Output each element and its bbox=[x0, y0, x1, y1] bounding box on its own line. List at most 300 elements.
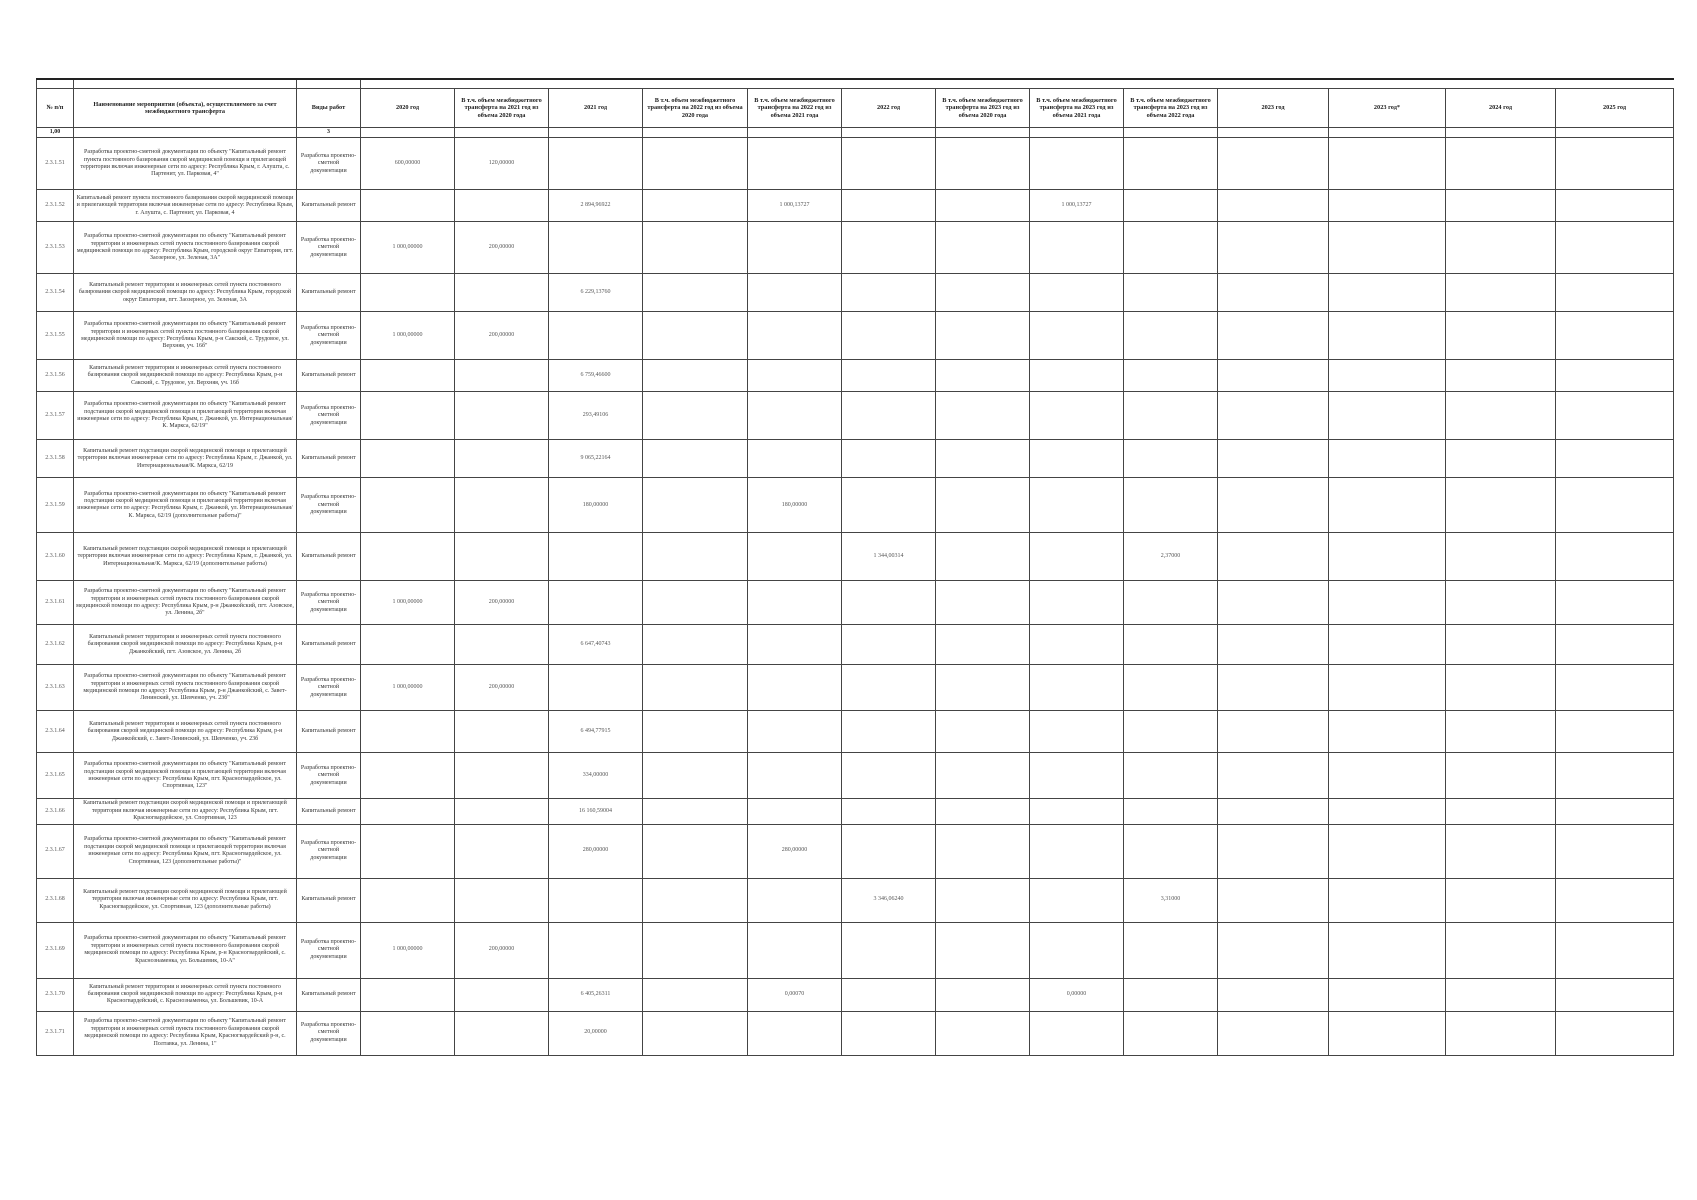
row-value bbox=[842, 922, 936, 978]
row-value bbox=[1030, 360, 1124, 392]
row-value: 180,00000 bbox=[549, 478, 643, 533]
row-value bbox=[1030, 922, 1124, 978]
row-value bbox=[842, 360, 936, 392]
table-row bbox=[37, 392, 1674, 440]
header-year: В т.ч. объем межбюджетного трансферта на 2023 год из объема 2020 года bbox=[936, 89, 1030, 128]
header-year: В т.ч. объем межбюджетного трансферта на 2023 год из объема 2021 года bbox=[1030, 89, 1124, 128]
row-value bbox=[1030, 478, 1124, 533]
header-year: В т.ч. объем межбюджетного трансферта на 2023 год из объема 2022 года bbox=[1124, 89, 1218, 128]
row-value bbox=[1446, 533, 1556, 581]
row-value bbox=[1030, 440, 1124, 478]
row-value bbox=[1556, 392, 1674, 440]
row-value bbox=[361, 190, 455, 222]
row-value bbox=[1329, 922, 1446, 978]
row-value: 1 344,00314 bbox=[842, 533, 936, 581]
row-value bbox=[643, 222, 748, 274]
row-name: Капитальный ремонт территории и инженерных сетей пункта постоянного базирования скорой медицинской помощи по адресу: Республика Крым, р-н Красногвардейский, с. Краснознаменка, ул. Большевик, 10-А bbox=[74, 978, 297, 1011]
row-value bbox=[1218, 440, 1329, 478]
row-number: 2.3.1.53 bbox=[37, 222, 74, 274]
row-value bbox=[643, 312, 748, 360]
row-value bbox=[643, 533, 748, 581]
row-value bbox=[361, 711, 455, 753]
row-value: 200,00000 bbox=[455, 922, 549, 978]
row-value bbox=[643, 190, 748, 222]
row-value bbox=[842, 222, 936, 274]
row-value bbox=[1124, 665, 1218, 711]
table-row bbox=[37, 753, 1674, 799]
row-value bbox=[549, 138, 643, 190]
row-value bbox=[1218, 753, 1329, 799]
row-name: Разработка проектно-сметной документации по объекту "Капитальный ремонт территории и инженерных сетей пункта постоянного базирования скорой медицинской помощи по адресу: Республика Крым, Красногвардейский р-н, с. Полтавка, ул. Ленина, 1" bbox=[74, 1011, 297, 1055]
row-value bbox=[1218, 878, 1329, 922]
row-value bbox=[1124, 581, 1218, 625]
row-value bbox=[1446, 190, 1556, 222]
row-value bbox=[748, 878, 842, 922]
row-name: Разработка проектно-сметной документации по объекту "Капитальный ремонт подстанции скорой медицинской помощи и прилегающей территории включая инженерные сети по адресу: Республика Крым, г. Джанкой, ул. Интернациональная/К. Маркса, 62/19" bbox=[74, 392, 297, 440]
row-value bbox=[549, 665, 643, 711]
row-number: 2.3.1.71 bbox=[37, 1011, 74, 1055]
row-value: 2 894,96922 bbox=[549, 190, 643, 222]
row-value bbox=[643, 824, 748, 878]
header-year: В т.ч. объем межбюджетного трансферта на 2022 год из объема 2021 года bbox=[748, 89, 842, 128]
row-number: 2.3.1.65 bbox=[37, 753, 74, 799]
row-number: 2.3.1.58 bbox=[37, 440, 74, 478]
row-value bbox=[1030, 392, 1124, 440]
row-value: 0,00000 bbox=[1030, 978, 1124, 1011]
table-row bbox=[37, 440, 1674, 478]
row-value: 20,00000 bbox=[549, 1011, 643, 1055]
row-value bbox=[1446, 478, 1556, 533]
row-value bbox=[842, 392, 936, 440]
row-value bbox=[1329, 440, 1446, 478]
row-number: 2.3.1.56 bbox=[37, 360, 74, 392]
row-value bbox=[455, 753, 549, 799]
header-year: 2021 год bbox=[549, 89, 643, 128]
row-value bbox=[1124, 222, 1218, 274]
table-row bbox=[37, 478, 1674, 533]
row-value bbox=[1218, 274, 1329, 312]
row-value bbox=[361, 478, 455, 533]
row-value bbox=[1218, 312, 1329, 360]
row-value bbox=[1446, 581, 1556, 625]
row-name: Капитальный ремонт территории и инженерных сетей пункта постоянного базирования скорой медицинской помощи по адресу: Республика Крым, р-н Джанкойский, пгт. Азовское, ул. Ленина, 2б bbox=[74, 625, 297, 665]
row-value bbox=[1218, 190, 1329, 222]
row-value bbox=[936, 665, 1030, 711]
row-value bbox=[1329, 581, 1446, 625]
row-kind: Капитальный ремонт bbox=[297, 978, 361, 1011]
row-kind: Капитальный ремонт bbox=[297, 190, 361, 222]
row-value bbox=[748, 1011, 842, 1055]
row-value bbox=[361, 533, 455, 581]
row-value bbox=[643, 440, 748, 478]
row-value bbox=[1446, 824, 1556, 878]
row-value: 9 065,22164 bbox=[549, 440, 643, 478]
row-kind: Разработка проектно-сметной документации bbox=[297, 138, 361, 190]
row-value bbox=[1329, 360, 1446, 392]
row-value bbox=[1556, 753, 1674, 799]
row-value bbox=[1446, 440, 1556, 478]
row-value bbox=[1124, 824, 1218, 878]
row-value bbox=[936, 190, 1030, 222]
row-kind: Капитальный ремонт bbox=[297, 625, 361, 665]
row-value: 6 759,46600 bbox=[549, 360, 643, 392]
row-value: 6 229,13760 bbox=[549, 274, 643, 312]
row-name: Разработка проектно-сметной документации по объекту "Капитальный ремонт территории и инженерных сетей пункта постоянного базирования скорой медицинской помощи по адресу: Республика Крым, р-н Красногвардейский, с. Краснознаменка, ул. Большевик, 10-А" bbox=[74, 922, 297, 978]
row-value bbox=[549, 222, 643, 274]
row-value bbox=[1124, 799, 1218, 824]
row-kind: Разработка проектно-сметной документации bbox=[297, 824, 361, 878]
row-value bbox=[842, 138, 936, 190]
row-name: Разработка проектно-сметной документации по объекту "Капитальный ремонт пункта постоянного базирования скорой медицинской помощи и прилегающей территории включая инженерные сети по адресу: Республика Крым, г. Алушта, с. Партенит, ул. Парковая, 4" bbox=[74, 138, 297, 190]
row-value bbox=[748, 312, 842, 360]
row-number: 2.3.1.67 bbox=[37, 824, 74, 878]
row-value bbox=[748, 711, 842, 753]
row-value bbox=[1329, 478, 1446, 533]
row-value bbox=[1446, 625, 1556, 665]
header-year: 2022 год bbox=[842, 89, 936, 128]
row-value bbox=[455, 1011, 549, 1055]
row-value bbox=[643, 978, 748, 1011]
row-value bbox=[1218, 533, 1329, 581]
row-value bbox=[1218, 824, 1329, 878]
row-value bbox=[361, 360, 455, 392]
row-name: Разработка проектно-сметной документации по объекту "Капитальный ремонт территории и инженерных сетей пункта постоянного базирования скорой медицинской помощи по адресу: Республика Крым, р-н Джанкойский, пгт. Азовское, ул. Ленина, 2б" bbox=[74, 581, 297, 625]
row-value bbox=[1124, 312, 1218, 360]
row-value bbox=[936, 138, 1030, 190]
row-value bbox=[455, 533, 549, 581]
row-number: 2.3.1.66 bbox=[37, 799, 74, 824]
row-value bbox=[936, 222, 1030, 274]
row-number: 2.3.1.57 bbox=[37, 392, 74, 440]
table-row bbox=[37, 1011, 1674, 1055]
header-year: 2024 год bbox=[1446, 89, 1556, 128]
row-value: 293,49106 bbox=[549, 392, 643, 440]
row-value bbox=[842, 978, 936, 1011]
row-number: 2.3.1.60 bbox=[37, 533, 74, 581]
row-value bbox=[1556, 711, 1674, 753]
row-number: 2.3.1.51 bbox=[37, 138, 74, 190]
row-value bbox=[936, 312, 1030, 360]
row-value bbox=[1030, 799, 1124, 824]
row-value bbox=[936, 878, 1030, 922]
row-value bbox=[842, 753, 936, 799]
row-value bbox=[643, 274, 748, 312]
row-value bbox=[361, 824, 455, 878]
row-kind: Разработка проектно-сметной документации bbox=[297, 392, 361, 440]
row-value bbox=[1329, 625, 1446, 665]
row-value: 200,00000 bbox=[455, 665, 549, 711]
row-value bbox=[455, 360, 549, 392]
row-number: 2.3.1.52 bbox=[37, 190, 74, 222]
table-row bbox=[37, 360, 1674, 392]
row-name: Капитальный ремонт подстанции скорой медицинской помощи и прилегающей территории включая инженерные сети по адресу: Республика Крым, пгт. Красногвардейское, ул. Спортивная, 123 (дополнительные работы) bbox=[74, 878, 297, 922]
row-value bbox=[1218, 711, 1329, 753]
row-value bbox=[842, 824, 936, 878]
header-year: 2020 год bbox=[361, 89, 455, 128]
row-value bbox=[1030, 581, 1124, 625]
row-value bbox=[842, 665, 936, 711]
row-value bbox=[643, 392, 748, 440]
row-name: Капитальный ремонт территории и инженерных сетей пункта постоянного базирования скорой медицинской помощи по адресу: Республика Крым, городской округ Евпатория, пгт. Заозерное, ул. Зеленая, 3А bbox=[74, 274, 297, 312]
index-cell: 3 bbox=[297, 128, 361, 138]
row-value bbox=[1124, 190, 1218, 222]
row-name: Разработка проектно-сметной документации по объекту "Капитальный ремонт подстанции скорой медицинской помощи и прилегающей территории включая инженерные сети по адресу: Республика Крым, пгт. Красногвардейское, ул. Спортивная, 123 (дополнительные работы)" bbox=[74, 824, 297, 878]
row-value bbox=[748, 440, 842, 478]
header-year: 2025 год bbox=[1556, 89, 1674, 128]
row-value bbox=[1030, 824, 1124, 878]
row-value bbox=[1446, 274, 1556, 312]
row-value: 334,00000 bbox=[549, 753, 643, 799]
row-value bbox=[842, 625, 936, 665]
row-value bbox=[1124, 478, 1218, 533]
row-value bbox=[748, 581, 842, 625]
table-row bbox=[37, 665, 1674, 711]
row-value bbox=[643, 922, 748, 978]
row-number: 2.3.1.70 bbox=[37, 978, 74, 1011]
row-value bbox=[1556, 978, 1674, 1011]
row-value bbox=[1556, 665, 1674, 711]
row-name: Разработка проектно-сметной документации по объекту "Капитальный ремонт территории и инженерных сетей пункта постоянного базирования скорой медицинской помощи по адресу: Республика Крым, городской округ Евпатория, пгт. Заозерное, ул. Зеленая, 3А" bbox=[74, 222, 297, 274]
row-value bbox=[1556, 478, 1674, 533]
row-value bbox=[455, 799, 549, 824]
row-value bbox=[1556, 581, 1674, 625]
index-cell bbox=[74, 128, 297, 138]
row-value bbox=[748, 222, 842, 274]
row-number: 2.3.1.62 bbox=[37, 625, 74, 665]
row-value bbox=[1124, 138, 1218, 190]
row-value: 280,00000 bbox=[748, 824, 842, 878]
row-value: 600,00000 bbox=[361, 138, 455, 190]
header-num: № п/п bbox=[37, 89, 74, 128]
table-row bbox=[37, 878, 1674, 922]
row-value: 1 000,13727 bbox=[748, 190, 842, 222]
row-value bbox=[1329, 312, 1446, 360]
table-row bbox=[37, 581, 1674, 625]
header-year: 2023 год bbox=[1218, 89, 1329, 128]
row-kind: Разработка проектно-сметной документации bbox=[297, 1011, 361, 1055]
row-value bbox=[1329, 138, 1446, 190]
row-value bbox=[1329, 1011, 1446, 1055]
row-value bbox=[549, 581, 643, 625]
row-value bbox=[1446, 312, 1556, 360]
row-value bbox=[748, 665, 842, 711]
table-row bbox=[37, 625, 1674, 665]
row-value bbox=[1124, 922, 1218, 978]
row-value bbox=[936, 824, 1030, 878]
table-row bbox=[37, 978, 1674, 1011]
row-value bbox=[643, 478, 748, 533]
row-value bbox=[936, 711, 1030, 753]
row-value bbox=[842, 1011, 936, 1055]
row-value bbox=[1446, 360, 1556, 392]
header-name: Наименование мероприятия (объекта), осуществляемого за счет межбюджетного трансферта bbox=[74, 89, 297, 128]
row-name: Разработка проектно-сметной документации по объекту "Капитальный ремонт подстанции скорой медицинской помощи и прилегающей территории включая инженерные сети по адресу: Республика Крым, пгт. Красногвардейское, ул. Спортивная, 123" bbox=[74, 753, 297, 799]
row-value bbox=[361, 978, 455, 1011]
row-value bbox=[1124, 711, 1218, 753]
row-value: 200,00000 bbox=[455, 222, 549, 274]
row-kind: Капитальный ремонт bbox=[297, 440, 361, 478]
row-value bbox=[361, 753, 455, 799]
row-value bbox=[842, 799, 936, 824]
row-value bbox=[1030, 1011, 1124, 1055]
table-row bbox=[37, 222, 1674, 274]
row-value bbox=[936, 753, 1030, 799]
row-value bbox=[748, 625, 842, 665]
table-row bbox=[37, 312, 1674, 360]
table-row bbox=[37, 711, 1674, 753]
row-name: Капитальный ремонт пункта постоянного базирования скорой медицинской помощи и прилегающей территории включая инженерные сети по адресу: Республика Крым, г. Алушта, с. Партенит, ул. Парковая, 4 bbox=[74, 190, 297, 222]
row-value bbox=[1329, 190, 1446, 222]
row-kind: Капитальный ремонт bbox=[297, 360, 361, 392]
row-value bbox=[1556, 799, 1674, 824]
table-row bbox=[37, 922, 1674, 978]
row-value bbox=[455, 978, 549, 1011]
row-value bbox=[1446, 878, 1556, 922]
row-value bbox=[1556, 1011, 1674, 1055]
row-value bbox=[549, 312, 643, 360]
row-value: 3,31000 bbox=[1124, 878, 1218, 922]
row-value bbox=[455, 478, 549, 533]
index-cell: 1,00 bbox=[37, 128, 74, 138]
row-value bbox=[842, 478, 936, 533]
row-value bbox=[1446, 665, 1556, 711]
row-value: 1 000,00000 bbox=[361, 665, 455, 711]
row-value bbox=[842, 312, 936, 360]
row-value bbox=[1030, 878, 1124, 922]
row-value bbox=[936, 360, 1030, 392]
row-value bbox=[842, 581, 936, 625]
row-value bbox=[361, 878, 455, 922]
row-value bbox=[1218, 581, 1329, 625]
row-value bbox=[1329, 824, 1446, 878]
table-row bbox=[37, 533, 1674, 581]
row-number: 2.3.1.55 bbox=[37, 312, 74, 360]
row-value: 3 346,06240 bbox=[842, 878, 936, 922]
row-value: 6 494,77915 bbox=[549, 711, 643, 753]
row-value bbox=[748, 138, 842, 190]
row-value bbox=[1124, 274, 1218, 312]
row-value bbox=[1218, 665, 1329, 711]
row-value bbox=[361, 440, 455, 478]
row-value bbox=[1329, 533, 1446, 581]
row-name: Разработка проектно-сметной документации по объекту "Капитальный ремонт подстанции скорой медицинской помощи и прилегающей территории включая инженерные сети по адресу: Республика Крым, г. Джанкой, ул. Интернациональная/К. Маркса, 62/19 (дополнительные работы)" bbox=[74, 478, 297, 533]
row-value bbox=[549, 922, 643, 978]
row-value bbox=[936, 392, 1030, 440]
row-value bbox=[549, 878, 643, 922]
row-value bbox=[842, 190, 936, 222]
row-kind: Разработка проектно-сметной документации bbox=[297, 581, 361, 625]
row-value bbox=[1218, 222, 1329, 274]
row-value bbox=[643, 581, 748, 625]
row-value bbox=[748, 274, 842, 312]
row-value bbox=[1218, 799, 1329, 824]
row-value bbox=[936, 922, 1030, 978]
header-year: 2023 год* bbox=[1329, 89, 1446, 128]
row-kind: Разработка проектно-сметной документации bbox=[297, 922, 361, 978]
row-value: 1 000,00000 bbox=[361, 922, 455, 978]
row-value bbox=[936, 625, 1030, 665]
row-value bbox=[643, 799, 748, 824]
row-value: 16 160,59004 bbox=[549, 799, 643, 824]
row-value: 2,37000 bbox=[1124, 533, 1218, 581]
row-value bbox=[1218, 478, 1329, 533]
row-value bbox=[1446, 222, 1556, 274]
row-kind: Разработка проектно-сметной документации bbox=[297, 753, 361, 799]
row-value: 1 000,13727 bbox=[1030, 190, 1124, 222]
row-value bbox=[1556, 138, 1674, 190]
row-number: 2.3.1.64 bbox=[37, 711, 74, 753]
row-value bbox=[842, 274, 936, 312]
row-value bbox=[1218, 138, 1329, 190]
row-value bbox=[1030, 625, 1124, 665]
row-kind: Капитальный ремонт bbox=[297, 711, 361, 753]
row-number: 2.3.1.68 bbox=[37, 878, 74, 922]
row-value bbox=[1030, 533, 1124, 581]
row-value bbox=[842, 440, 936, 478]
row-value bbox=[1030, 665, 1124, 711]
row-value bbox=[748, 753, 842, 799]
row-kind: Разработка проектно-сметной документации bbox=[297, 222, 361, 274]
row-value bbox=[1446, 799, 1556, 824]
row-value: 1 000,00000 bbox=[361, 222, 455, 274]
row-value bbox=[361, 392, 455, 440]
row-value bbox=[1446, 392, 1556, 440]
row-value bbox=[1329, 978, 1446, 1011]
row-value bbox=[455, 878, 549, 922]
row-value: 180,00000 bbox=[748, 478, 842, 533]
row-value bbox=[842, 711, 936, 753]
row-value bbox=[643, 711, 748, 753]
row-value bbox=[1556, 222, 1674, 274]
row-value bbox=[1446, 753, 1556, 799]
row-value bbox=[1124, 625, 1218, 665]
row-value: 1 000,00000 bbox=[361, 312, 455, 360]
row-value bbox=[936, 274, 1030, 312]
row-value bbox=[748, 533, 842, 581]
row-number: 2.3.1.69 bbox=[37, 922, 74, 978]
row-value bbox=[1446, 922, 1556, 978]
row-value bbox=[1124, 978, 1218, 1011]
row-value bbox=[1556, 625, 1674, 665]
row-name: Капитальный ремонт подстанции скорой медицинской помощи и прилегающей территории включая инженерные сети по адресу: Республика Крым, г. Джанкой, ул. Интернациональная/К. Маркса, 62/19 bbox=[74, 440, 297, 478]
row-value bbox=[455, 274, 549, 312]
row-value bbox=[455, 711, 549, 753]
row-name: Разработка проектно-сметной документации по объекту "Капитальный ремонт территории и инженерных сетей пункта постоянного базирования скорой медицинской помощи по адресу: Республика Крым, р-н Джанкойский, с. Завет-Ленинский, ул. Шевченко, уч. 23б" bbox=[74, 665, 297, 711]
row-value bbox=[936, 581, 1030, 625]
row-value bbox=[1329, 711, 1446, 753]
row-value bbox=[1556, 922, 1674, 978]
row-value bbox=[455, 824, 549, 878]
table-body bbox=[37, 138, 1674, 1055]
row-value bbox=[1556, 360, 1674, 392]
row-name: Капитальный ремонт территории и инженерных сетей пункта постоянного базирования скорой медицинской помощи по адресу: Республика Крым, р-н Сакский, с. Трудовое, ул. Верхняя, уч. 16б bbox=[74, 360, 297, 392]
row-number: 2.3.1.59 bbox=[37, 478, 74, 533]
table-row bbox=[37, 190, 1674, 222]
row-value bbox=[1329, 274, 1446, 312]
table-row bbox=[37, 138, 1674, 190]
budget-table-sheet bbox=[36, 78, 1674, 1056]
row-value bbox=[1556, 312, 1674, 360]
row-name: Капитальный ремонт подстанции скорой медицинской помощи и прилегающей территории включая инженерные сети по адресу: Республика Крым, г. Джанкой, ул. Интернациональная/К. Маркса, 62/19 (дополнительные работы) bbox=[74, 533, 297, 581]
row-value bbox=[643, 878, 748, 922]
row-value bbox=[748, 360, 842, 392]
row-value bbox=[1556, 274, 1674, 312]
row-value bbox=[1030, 312, 1124, 360]
row-name: Капитальный ремонт территории и инженерных сетей пункта постоянного базирования скорой медицинской помощи по адресу: Республика Крым, р-н Джанкойский, с. Завет-Ленинский, ул. Шевченко, уч. 23б bbox=[74, 711, 297, 753]
row-value: 0,00070 bbox=[748, 978, 842, 1011]
row-kind: Разработка проектно-сметной документации bbox=[297, 312, 361, 360]
row-value bbox=[1556, 190, 1674, 222]
